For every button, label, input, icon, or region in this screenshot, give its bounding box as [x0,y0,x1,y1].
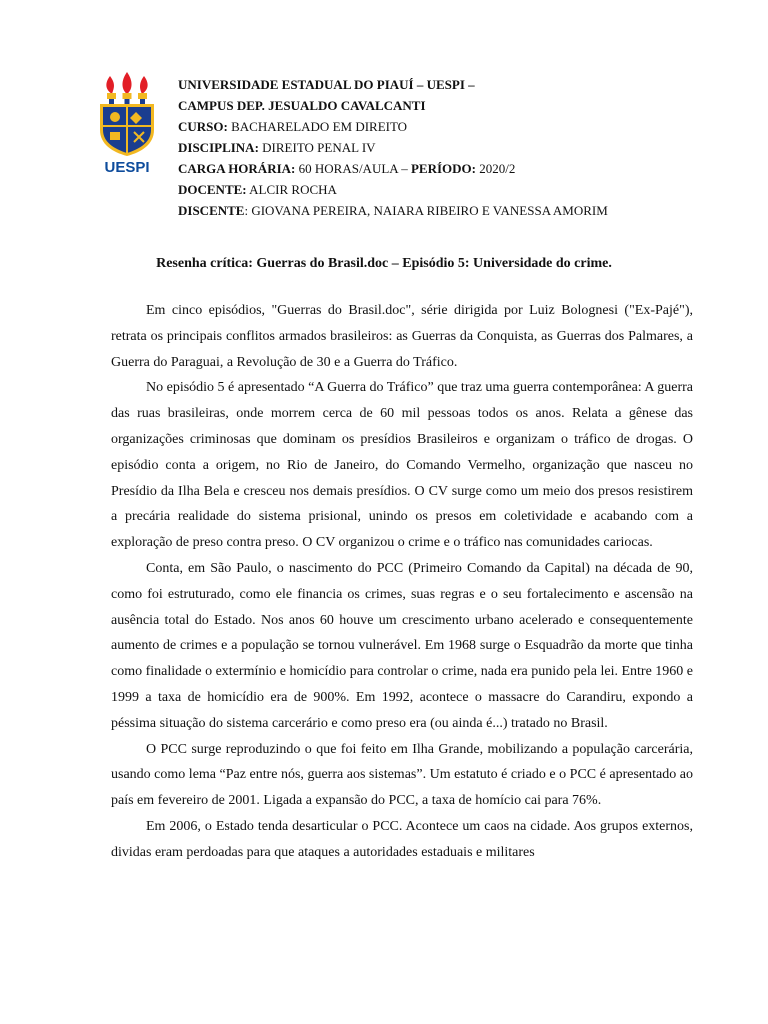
students-line [178,200,738,221]
torch-flame-left [106,76,114,94]
paragraph: Conta, em São Paulo, o nascimento do PCC (Primeiro Comando da Capital) na década de 90, como foi estruturado, como ele financia os crimes, suas regras e o seu fortalecimento e ascensão na ausência total do Estado. Nos anos 60 houve um crescimento urbano acelerado e consequentemente aumento de crimes e a população se tornou vulnerável. Em 1968 surge o Esquadrão da morte que tinha como finalidade o extermínio e homicídio para controlar o crime, nada era punido pela lei. Entre 1960 e 1999 a taxa de homicídio era de 900%. Em 1992, acontece o massacre do Carandiru, expondo a péssima situação do sistema carcerário e como preso era (ou ainda é...) tratado no Brasil. [111,560,693,731]
torch-flame-right [140,76,148,94]
discipline-line [178,137,738,158]
discipline-value: DIREITO PENAL IV [258,140,376,155]
uespi-logo [96,72,158,174]
university-name: UNIVERSIDADE ESTADUAL DO PIAUÍ – UESPI – [178,77,475,92]
students-value: : GIOVANA PEREIRA, NAIARA RIBEIRO E VANESSA AMORIM [244,203,608,218]
campus-name: CAMPUS DEP. JESUALDO CAVALCANTI [178,98,426,113]
workload-label: CARGA HORÁRIA: [178,161,296,176]
teacher-value: ALCIR ROCHA [246,182,337,197]
course-value: BACHARELADO EM DIREITO [227,119,408,134]
course-label: CURSO: [178,119,228,134]
workload-line [178,158,738,179]
teacher-line [178,179,738,200]
paragraph: Em 2006, o Estado tenda desarticular o PCC. Acontece um caos na cidade. Aos grupos externos, dividas eram perdoadas para que ataques a autoridades estaduais e militares [111,818,693,860]
teacher-label: DOCENTE: [178,182,247,197]
period-label: PERÍODO: [410,161,476,176]
period-value: 2020/2 [475,161,516,176]
discipline-label: DISCIPLINA: [178,140,259,155]
paragraph: No episódio 5 é apresentado “A Guerra do Tráfico” que traz uma guerra contemporânea: A guerra das ruas brasileiras, onde morrem cerca de 60 mil pessoas todos os anos. Relata a gênese das organizações criminosas que dominam os presídios Brasileiros e organizam o tráfico de drogas. O episódio conta a origem, no Rio de Janeiro, do Comando Vermelho, organização que nasceu no Presídio da Ilha Bela e cresceu nos demais presídios. O CV surge como um meio dos presos resistirem a precária realidade do sistema prisional, unindo os presos em coletividade e acabando com a exploração de preso contra preso. O CV organizou o crime e o tráfico nas comunidades cariocas. [111,380,693,551]
students-label: DISCENTE [178,203,245,218]
svg-text:UESPI: UESPI [104,159,150,174]
paragraph: Em cinco episódios, "Guerras do Brasil.doc", série dirigida por Luiz Bolognesi ("Ex-Pajé"), retrata os principais conflitos armados brasileiros: as Guerras da Conquista, as Guerras dos Palmares, a Guerra do Paraguai, a Revolução de 30 e a Guerra do Tráfico. [111,303,693,370]
header-block [178,74,738,221]
torch-flame-center [122,72,131,94]
course-line [178,116,738,137]
workload-value: 60 HORAS/AULA – [295,161,411,176]
paragraph: O PCC surge reproduzindo o que foi feito em Ilha Grande, mobilizando a população carcerária, usando como lema “Paz entre nós, guerra aos sistemas”. Um estatuto é criado e o PCC é apresentado ao país em fevereiro de 2001. Ligada a expansão do PCC, a taxa de homício cai para 76%. [111,741,693,809]
document-body [111,298,693,866]
document-title: Resenha crítica: Guerras do Brasil.doc – Episódio 5: Universidade do crime. [156,256,612,271]
